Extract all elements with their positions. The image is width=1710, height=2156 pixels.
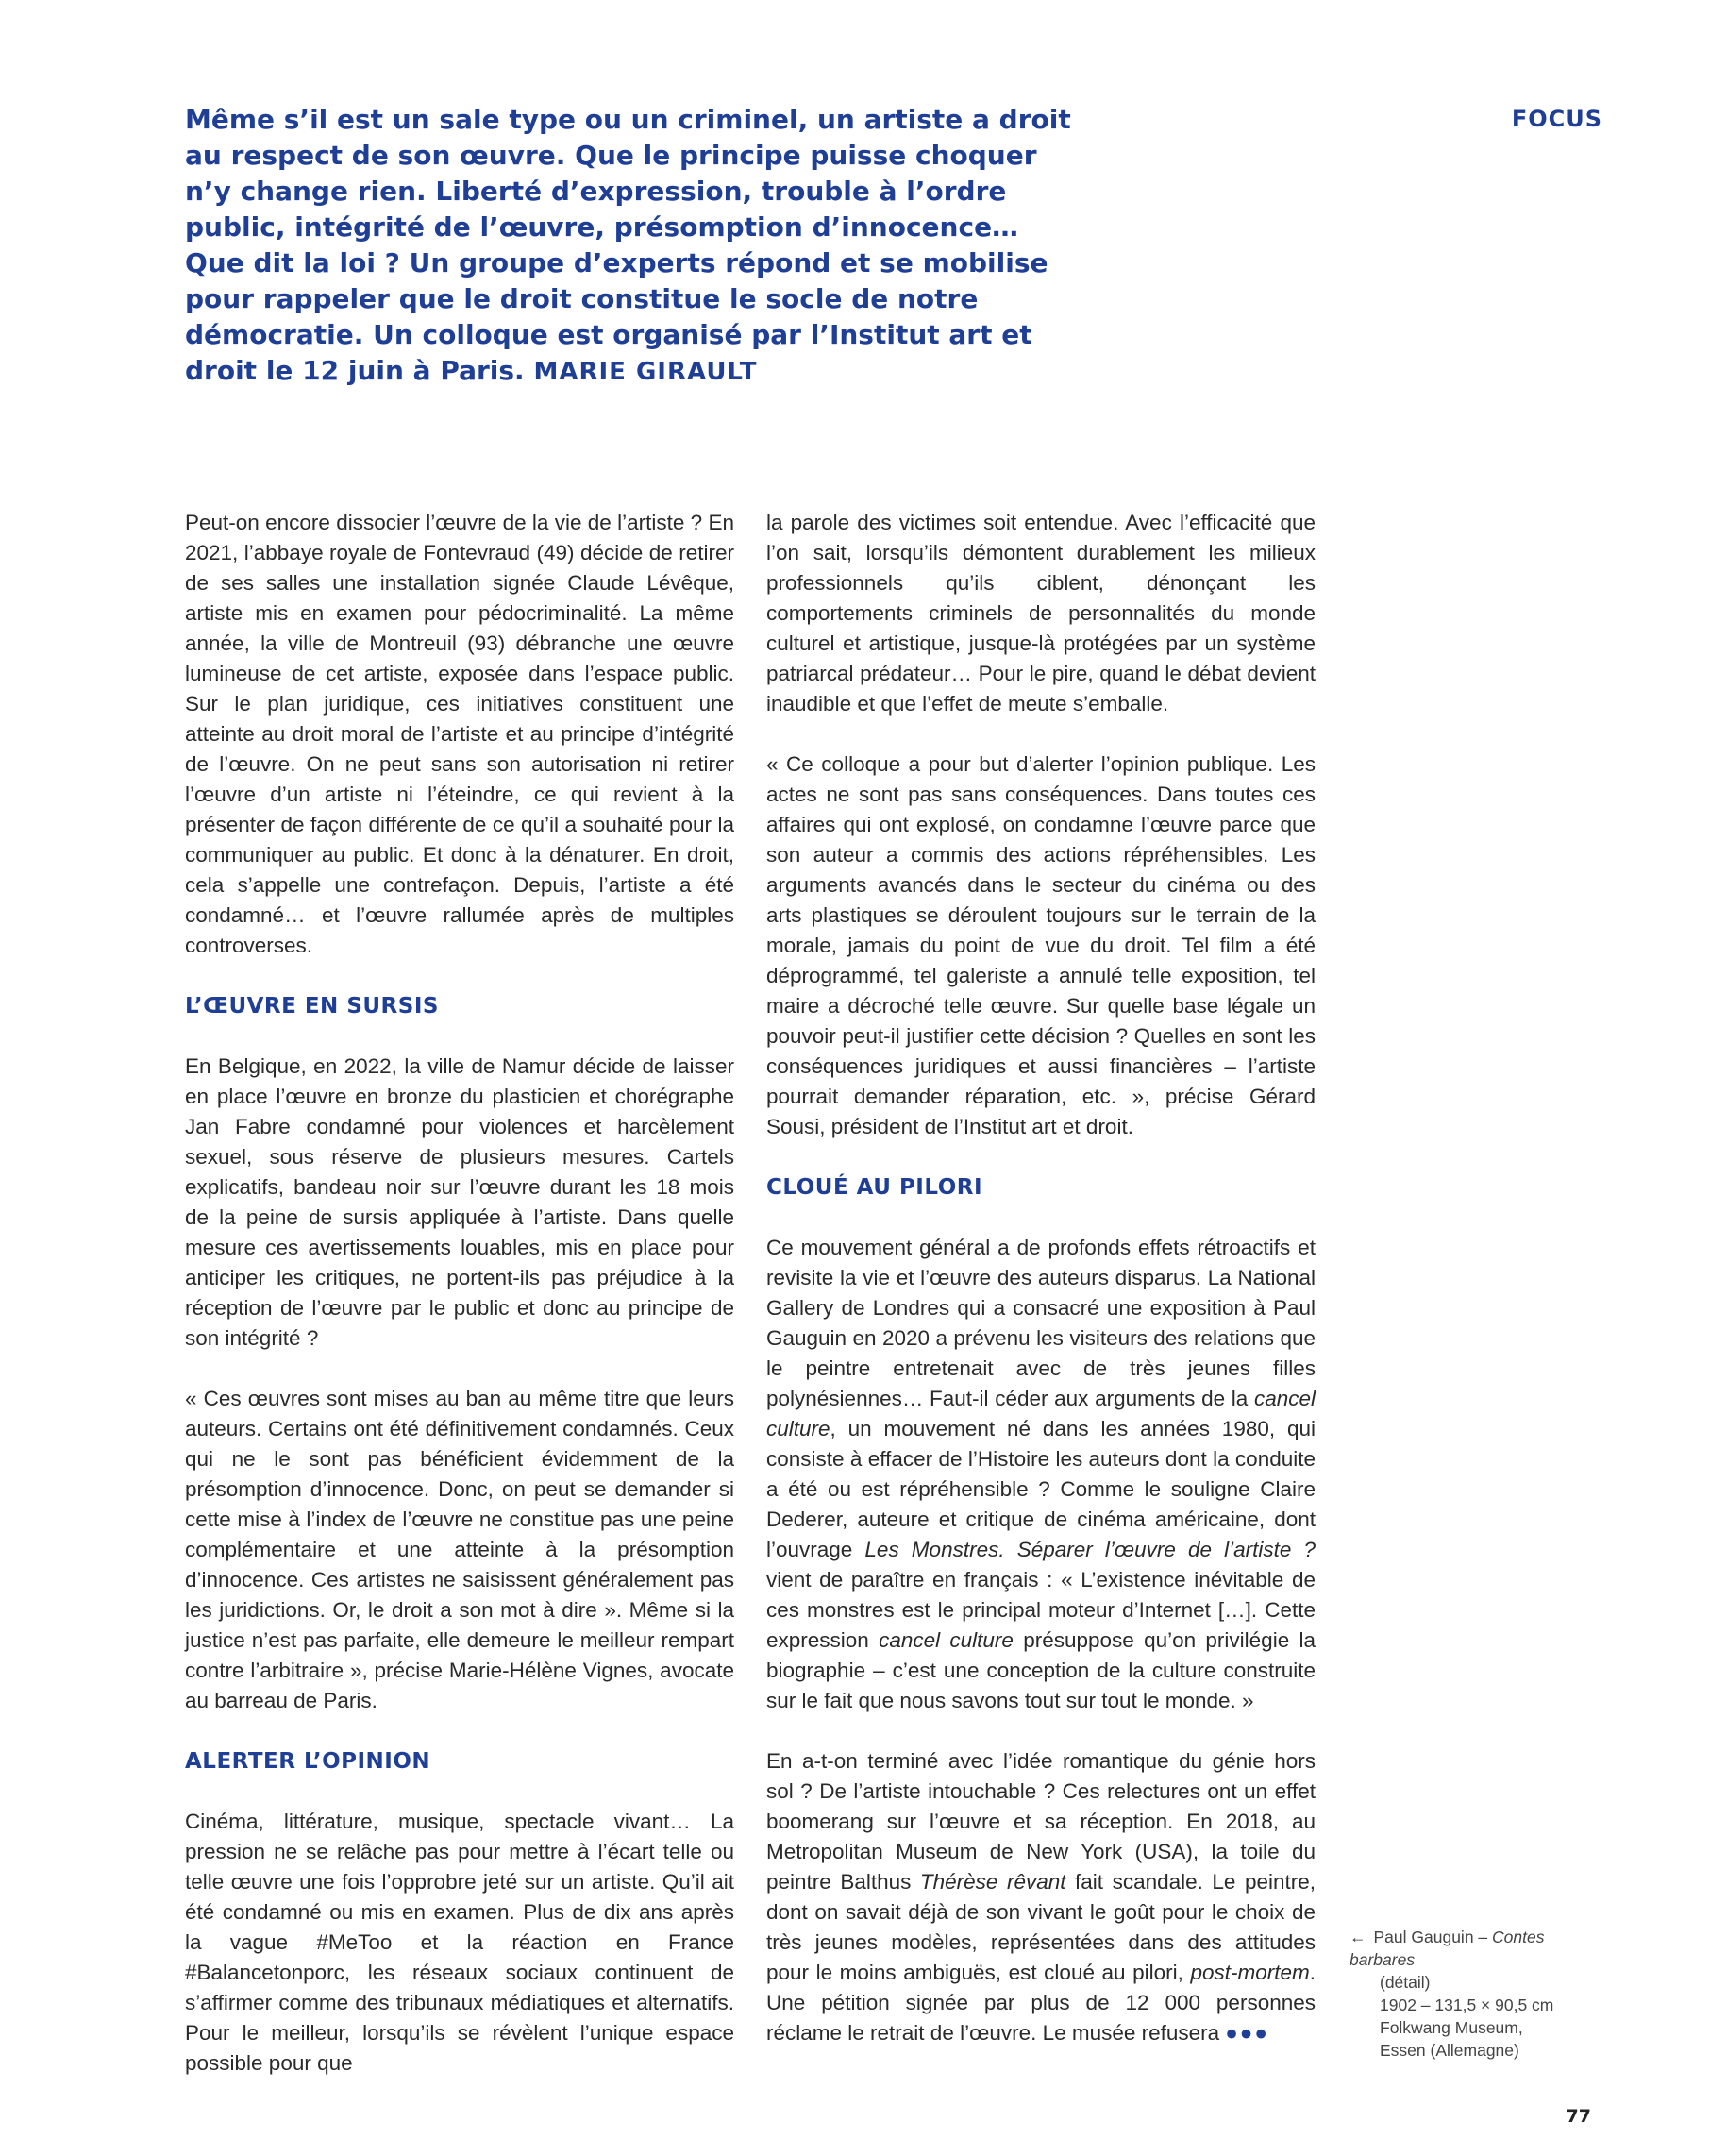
paragraph: la parole des victimes soit entendue. Avec l’efficacité que l’on sait, lorsqu’ils démontent durablement les milieux professionnels qu’ils ciblent, dénonçant les comportements criminels de personnalités du monde culturel et artistique, jusque-là protégées par un système patriarcal prédateur… Pour le pire, quand le débat devient inaudible et que l’effet de meute s’emballe.: [766, 511, 1316, 716]
paragraph: Peut-on encore dissocier l’œuvre de la vie de l’artiste ? En 2021, l’abbaye royale de Fontevraud (49) décide de retirer de ses salles une installation signée Claude Lévêque, artiste mis en examen pour pédocriminalité. La même année, la ville de Montreuil (93) débranche une œuvre lumineuse de cet artiste, exposée dans l’espace public. Sur le plan juridique, ces initiatives constituent une atteinte au droit moral de l’artiste et au principe d’intégrité de l’œuvre. On ne peut sans son autorisation ni retirer l’œuvre d’un artiste ni l’éteindre, ce qui revient à la présenter de façon différente de ce qu’il a souhaité pour la communiquer au public. Et donc à la dénaturer. En droit, cela s’appelle une contrefaçon. Depuis, l’artiste a été condamné… et l’œuvre rallumée après de multiples controverses.: [185, 511, 734, 957]
caption-line: [1350, 1971, 1585, 1994]
text-run: vient de paraître en français : « L’existence inévitable de ces monstres est le principal moteur d’Internet […]. Cette expression: [766, 1568, 1316, 1652]
text-run: présuppose qu’on privilégie la biographie – c’est une conception de la culture construite sur le fait que nous savons tout sur tout le monde. »: [766, 1628, 1316, 1712]
text-run: . Une pétition signée par plus de 12 000 personnes réclame le retrait de l’œuvre. Le musée refusera: [766, 1961, 1316, 2045]
paragraph: « Ces œuvres sont mises au ban au même titre que leurs auteurs. Certains ont été définitivement condamnés. Ceux qui ne le sont pas bénéficient évidemment de la présomption d’innocence. Donc, on peut se demander si cette mise à l’index de l’œuvre ne constitue pas une peine complémentaire et une atteinte à la présomption d’innocence. Ces artistes ne saisissent généralement pas les juridictions. Or, le droit a son mot à dire ». Même si la justice n’est pas parfaite, elle demeure le meilleur rempart contre l’arbitraire », précise Marie-Hélène Vignes, avocate au barreau de Paris.: [185, 1387, 734, 1712]
article-column-left: [185, 508, 734, 2079]
lede-intro: [185, 102, 1072, 390]
article-column-right: [766, 508, 1316, 2048]
lede-text: Même s’il est un sale type ou un criminel, un artiste a droit au respect de son œuvre. Que le principe puisse choquer n’y change rien. Liberté d’expression, trouble à l’ordre public, intégrité de l’œuvre, présomption d’innocence… Que dit la loi ? Un groupe d’experts répond et se mobilise pour rappeler que le droit constitue le socle de notre démocratie. Un colloque est organisé par l’Institut art et droit le 12 juin à Paris.: [185, 104, 1071, 386]
paragraph: En Belgique, en 2022, la ville de Namur décide de laisser en place l’œuvre en bronze du plasticien et chorégraphe Jan Fabre condamné pour violences et harcèlement sexuel, sous réserve de plusieurs mesures. Cartels explicatifs, bandeau noir sur l’œuvre durant les 18 mois de la peine de sursis appliquée à l’artiste. Dans quelle mesure ces avertissements louables, mis en place pour anticiper les critiques, ne portent-ils pas préjudice à la réception de l’œuvre par le public et donc au principe de son intégrité ?: [185, 1054, 734, 1350]
paragraph: « Ce colloque a pour but d’alerter l’opinion publique. Les actes ne sont pas sans conséquences. Dans toutes ces affaires qui ont explosé, on condamne l’œuvre parce que son auteur a commis des actions répréhensibles. Les arguments avancés dans le secteur du cinéma ou des arts plastiques se déroulent toujours sur le terrain de la morale, jamais du point de vue du droit. Tel film a été déprogrammé, tel galeriste a annulé telle exposition, tel maire a décroché telle œuvre. Sur quelle base légale un pouvoir peut-il justifier cette décision ? Quelles en sont les conséquences juridiques et aussi financières – l’artiste pourrait demander réparation, etc. », précise Gérard Sousi, président de l’Institut art et droit.: [766, 752, 1316, 1138]
caption-museum: Folkwang Museum,: [1380, 2018, 1523, 2037]
artwork-title: Thérèse rêvant: [919, 1870, 1066, 1894]
text-run: En a-t-on terminé avec l’idée romantique du génie hors sol ? De l’artiste intouchable ? Ces relectures ont un effet boomerang sur l’œuvre et sa réception. En 2018, au Metropolitan Museum de New York (USA), la toile du peintre Balthus: [766, 1749, 1316, 1894]
section-label: FOCUS: [1511, 106, 1602, 132]
subheading: ALERTER L’OPINION: [185, 1749, 431, 1774]
italic-term: cancel culture: [766, 1387, 1316, 1440]
italic-term: cancel culture: [879, 1628, 1014, 1652]
text-run: Ce mouvement général a de profonds effets rétroactifs et revisite la vie et l’œuvre des auteurs disparus. La National Gallery de Londres qui a consacré une exposition à Paul Gauguin en 2020 a prévenu les visiteurs des relations que le peintre entretenait avec de très jeunes filles polynésiennes… Faut-il céder aux arguments de la: [766, 1236, 1316, 1410]
text-run: fait scandale. Le peintre, dont on savait déjà de son vivant le goût pour le choix de très jeunes modèles, représentées dans des attitudes pour le moins ambiguës, est cloué au pilori,: [766, 1870, 1316, 1984]
text-run: , un mouvement né dans les années 1980, qui consiste à effacer de l’Histoire les auteurs dont la conduite a été ou est répréhensible ? Comme le souligne Claire Dederer, auteure et critique de cinéma américaine, dont l’ouvrage: [766, 1417, 1316, 1561]
paragraph: [766, 1746, 1316, 2048]
paragraph: [766, 1233, 1316, 1716]
caption-detail: (détail): [1380, 1973, 1431, 1992]
book-title: Les Monstres. Séparer l’œuvre de l’artiste ?: [864, 1538, 1316, 1561]
continued-marker: ●●●: [1225, 2021, 1269, 2045]
subheading: L’ŒUVRE EN SURSIS: [185, 994, 439, 1019]
paragraph: Cinéma, littérature, musique, spectacle vivant… La pression ne se relâche pas pour mettre à l’écart telle ou telle œuvre une fois l’opprobre jeté sur un artiste. Qu’il ait été condamné ou mis en examen. Plus de dix ans après la vague #MeToo et la réaction en France #Balancetonporc, les réseaux sociaux continuent de s’affirmer comme des tribunaux médiatiques et alternatifs. Pour le meilleur, lorsqu’ils se révèlent l’unique espace possible pour que: [185, 1810, 734, 2075]
italic-term: post-mortem: [1190, 1961, 1310, 1984]
caption-title: Contes barbares: [1350, 1928, 1545, 1969]
author-byline: MARIE GIRAULT: [533, 358, 758, 386]
caption-dimensions: 1902 – 131,5 × 90,5 cm: [1380, 1996, 1554, 2014]
subheading: CLOUÉ AU PILORI: [766, 1175, 983, 1200]
image-caption: [1350, 1926, 1585, 2062]
caption-artist: Paul Gauguin –: [1373, 1928, 1488, 1946]
arrow-left-icon: ←: [1350, 1928, 1366, 1946]
page-number: 77: [1566, 2106, 1591, 2127]
caption-location: Essen (Allemagne): [1380, 2041, 1519, 2060]
